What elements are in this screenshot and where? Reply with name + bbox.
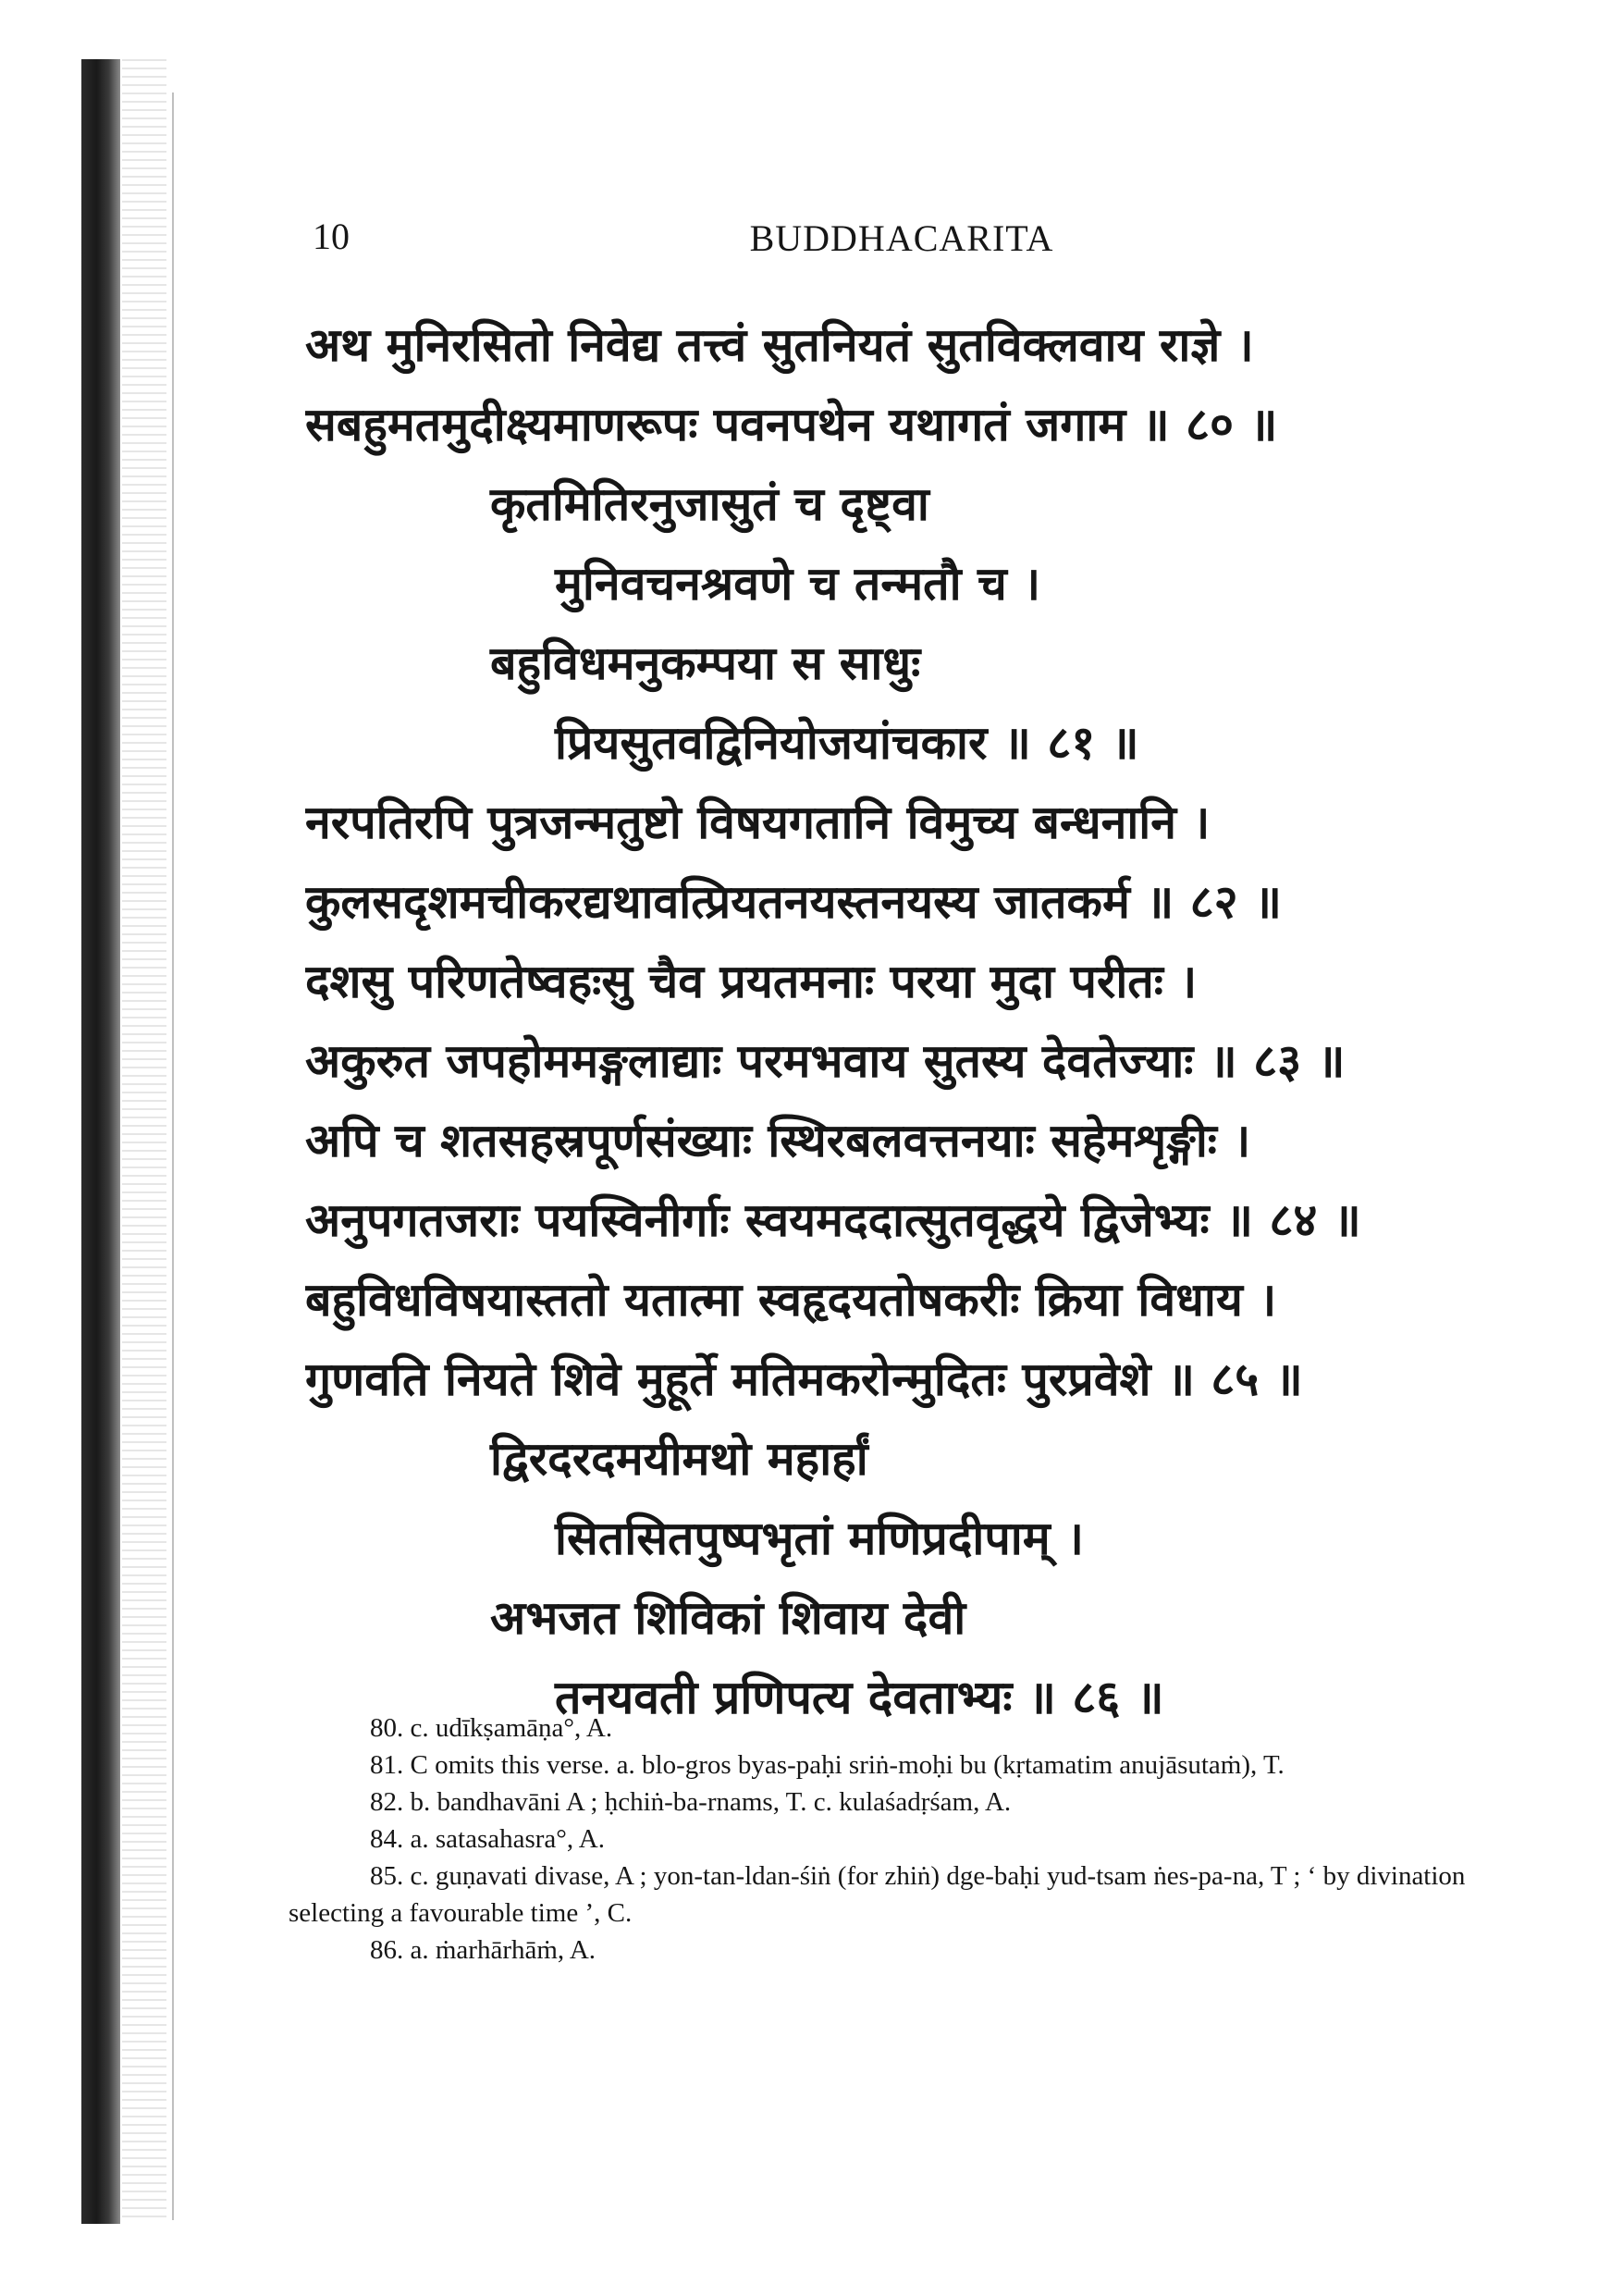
running-title: BUDDHACARITA <box>749 217 1054 259</box>
verse-line: गुणवति नियते शिवे मुहूर्ते मतिमकरोन्मुदितः पुरप्रवेशे ॥ ८५ ॥ <box>305 1352 1303 1406</box>
verse-line: बहुविधमनुकम्पया स साधुः <box>490 636 921 690</box>
footnote: 86. a. ṁarhārhāṁ, A. <box>370 1935 596 1965</box>
verse-line: अथ मुनिरसितो निवेद्य तत्त्वं सुतनियतं सुतविक्लवाय राज्ञे । <box>305 318 1254 372</box>
verse-line: बहुविधविषयास्ततो यतात्मा स्वहृदयतोषकरीः क्रिया विधाय । <box>305 1273 1277 1327</box>
verse-line: कृतमितिरनुजासुतं च दृष्ट्वा <box>490 477 929 531</box>
footnote: 81. C omits this verse. a. blo-gros byas-paḥi sriṅ-moḥi bu (kṛtamatim anujāsutaṁ), T. <box>370 1750 1285 1780</box>
footnote: 85. c. guṇavati divase, A ; yon-tan-ldan-śiṅ (for zhiṅ) dge-baḥi yud-tsam ṅes-pa-na, T ; ‘ by divination selecting a favourable time ’, C. <box>289 1861 1466 1928</box>
binding-line <box>172 93 174 2220</box>
footnote: 80. c. udīkṣamāṇa°, A. <box>370 1713 613 1743</box>
verse-line: अपि च शतसहस्रपूर्णसंख्याः स्थिरबलवत्तनयाः सहेमशृङ्गीः । <box>305 1114 1251 1167</box>
verse-line: अकुरुत जपहोममङ्गलाद्याः परमभवाय सुतस्य देवतेज्याः ॥ ८३ ॥ <box>305 1034 1346 1088</box>
verse-line: नरपतिरपि पुत्रजन्मतुष्टो विषयगतानि विमुच्य बन्धनानि । <box>305 796 1211 849</box>
binding-shadow <box>81 59 120 2224</box>
verse-line: सबहुमतमुदीक्ष्यमाणरूपः पवनपथेन यथागतं जगाम ॥ ८० ॥ <box>305 398 1278 451</box>
footnotes <box>289 1710 1482 1969</box>
verse-line: सितसितपुष्पभृतां मणिप्रदीपाम् । <box>555 1512 1084 1565</box>
verse-line: अनुपगतजराः पयस्विनीर्गाः स्वयमददात्सुतवृद्धये द्विजेभ्यः ॥ ८४ ॥ <box>305 1193 1361 1247</box>
footnote: 82. b. bandhavāni A ; ḥchiṅ-ba-rnams, T. c. kulaśadṛśam, A. <box>370 1787 1012 1817</box>
verse-line: मुनिवचनश्रवणे च तन्मतौ च । <box>555 557 1041 611</box>
verse-line: प्रियसुतवद्विनियोजयांचकार ॥ ८१ ॥ <box>555 716 1139 770</box>
footnote: 84. a. satasahasra°, A. <box>370 1824 605 1854</box>
verse-line: अभजत शिविकां शिवाय देवी <box>490 1591 966 1645</box>
verse-line: दशसु परिणतेष्वहःसु चैव प्रयतमनाः परया मुदा परीतः । <box>305 955 1198 1008</box>
binding-speckle <box>122 59 166 2224</box>
verse-line: कुलसदृशमचीकरद्यथावत्प्रियतनयस्तनयस्य जातकर्म ॥ ८२ ॥ <box>305 875 1282 929</box>
verse-line: तनयवती प्रणिपत्य देवताभ्यः ॥ ८६ ॥ <box>555 1671 1164 1724</box>
verse-block <box>305 305 1498 1737</box>
page-number: 10 <box>313 216 350 257</box>
verse-line: द्विरदरदमयीमथो महार्हां <box>490 1432 868 1486</box>
